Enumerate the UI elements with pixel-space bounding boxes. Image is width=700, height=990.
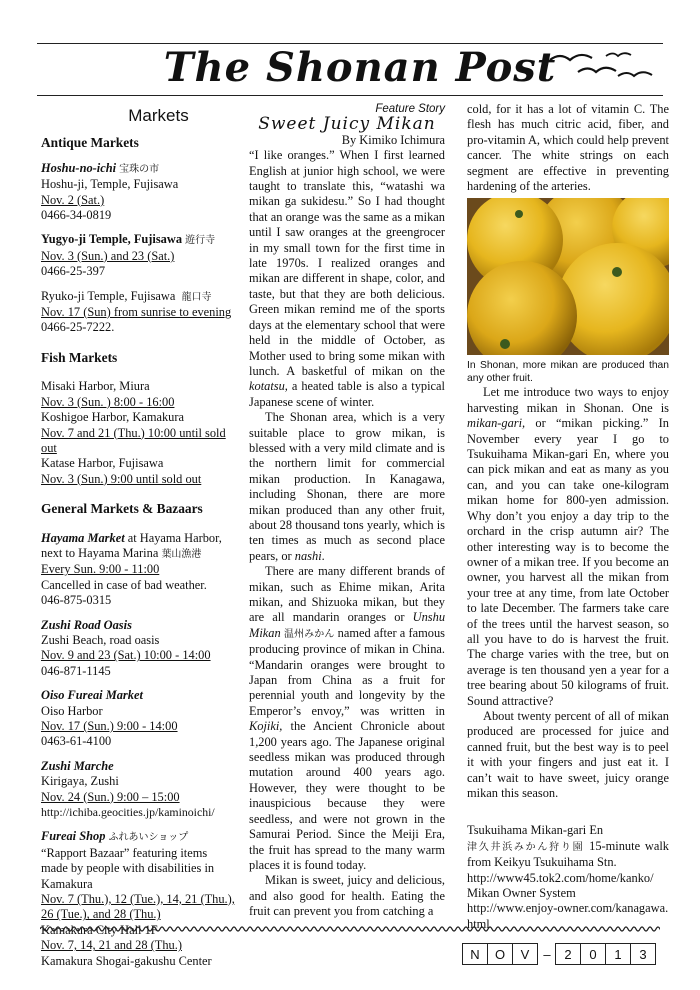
market-phone: 046-871-1145 (41, 663, 111, 678)
feature-column (249, 102, 445, 920)
market-place: Kamakura Shogai-gakushu Center (41, 953, 212, 968)
market-date: Nov. 17 (Sun) from sunrise to evening (41, 305, 232, 320)
birds-icon (548, 46, 663, 86)
market-phone: 0466-25-397 (41, 264, 106, 279)
market-entry (41, 161, 236, 224)
market-place: Koshigoe Harbor, Kamakura (41, 410, 184, 425)
market-phone: 046-875-0315 (41, 593, 112, 608)
market-date: Every Sun. 9:00 - 11:00 (41, 562, 160, 577)
feature-byline: By Kimiko Ichimura (341, 132, 445, 147)
market-place: Oiso Harbor (41, 703, 103, 718)
market-entry (41, 531, 236, 609)
general-markets-heading: General Markets & Bazaars (41, 501, 203, 517)
market-date: Nov. 2 (Sat.) (41, 192, 105, 207)
market-name: Zushi Marche (41, 758, 114, 773)
market-date: Nov. 3 (Sun. ) 8:00 - 16:00 (41, 394, 175, 409)
market-description: “Rapport Bazaar” featuring items made by people with disabilities in Kamakura (41, 845, 215, 891)
date-cell: 0 (580, 943, 606, 965)
date-cell: V (512, 943, 538, 965)
market-date: Nov. 3 (Sun.) 9:00 until sold out (41, 471, 202, 486)
feature-paragraph: Let me introduce two ways to enjoy harvesting mikan in Shonan. One is mikan-gari, or “mikan picking.” In November every year I go to Tsukuihama Mikan-gari En, where you can pick mikan and eat as many as you can, and you can take one-kilogram mikan home for 800-yen admission. Why don’t you enjoy a day trip to the orchard in the crisp autumn air? The other interesting way is to become the owner of a mikan tree. If you become an owner, you harvest all the mikan from your tree at any time, from late October to late December. The farmers take care of the trees until the harvest season, so all you have to do is harvest the fruit. The charge varies with the tree, but on average is ten thousand yen a year for a tree bearing about 50 kilograms of fruit. Sound attractive? (467, 385, 669, 708)
market-place: at Hayama Harbor, next to Hayama Marina (41, 530, 222, 560)
feature-paragraph: The Shonan area, which is a very suitable place to grow mikan, is blessed with a very mild climate and is the northern limit for commercial mikan production. In Kanagawa, including Shonan, there are more mikan produced than any other fruit, about 28 thousand tons yearly, which is ten times as much as second place pears, or nashi. (249, 410, 445, 563)
market-entry (41, 759, 236, 821)
feature-paragraph: About twenty percent of all of mikan produced are processed for juice and canned fruit, but the best way is to peel it with your fingers and just eat it. I can’t wait to have sweet, juicy orange mikan this season. (467, 708, 669, 800)
market-date: Nov. 3 (Sun.) and 23 (Sat.) (41, 248, 175, 263)
feature-paragraph: There are many different brands of mikan, such as Ehime mikan, Arita mikan, and Shizuoka mikan, but they are all mandarin oranges or Unshu Mikan 温州みかん named after a famous producing province of mikan in China. “Mandarin oranges were brought to Japan from China as a fruit for perennial youth and longevity by the Emperor’s envoy,” was written in Kojiki, the Ancient Chronicle about 1,200 years ago. The Japanese original seedless mikan was produced through mutation around 400 years ago. However, they were thought to be inauspicious because they were seedless, and were not grown in the Samurai Period. Since the Meiji Era, the fruit has spread to the many warm places it is found today. (249, 564, 446, 872)
info-owner: Mikan Owner System (467, 886, 576, 901)
fish-markets-heading: Fish Markets (41, 349, 118, 365)
market-name-jp: 葉山漁港 (161, 548, 202, 560)
feature-headline: Sweet Juicy Mikan (258, 114, 436, 135)
date-dash: – (543, 946, 551, 962)
info-block (467, 823, 669, 932)
market-entry (41, 829, 236, 969)
market-date: Nov. 7 and 21 (Thu.) 10:00 until sold out (41, 425, 226, 455)
market-entry (41, 688, 236, 750)
info-name: Tsukuihama Mikan-gari En (467, 823, 604, 838)
info-walk: 15-minute walk from Keikyu Tsukuihama Stn. (467, 838, 669, 870)
feature-paragraph: Mikan is sweet, juicy and delicious, and also good for health. Eating the fruit can prevent you from catching a (249, 873, 445, 919)
wave-divider (40, 924, 660, 934)
market-place: Misaki Harbor, Miura (41, 379, 150, 394)
market-place: Hoshu-ji, Temple, Fujisawa (41, 177, 179, 192)
date-cell: 1 (605, 943, 631, 965)
info-url[interactable]: http://www.enjoy-owner.com/kanagawa.html (467, 901, 669, 931)
market-name: Hayama Market (41, 530, 125, 545)
masthead-title: The Shonan Post (163, 44, 557, 91)
market-date: Nov. 9 and 23 (Sat.) 10:00 - 14:00 (41, 648, 211, 663)
masthead-bottom-rule (37, 95, 663, 96)
market-name: Zushi Road Oasis (41, 617, 132, 632)
market-name: Fureai Shop (41, 829, 106, 844)
market-note: Cancelled in case of bad weather. (41, 577, 207, 592)
market-date: Nov. 7 (Thu.), 12 (Tue.), 14, 21 (Thu.), 26 (Tue.), and 28 (Thu.) (41, 892, 235, 922)
market-name: Yugyo-ji Temple, Fujisawa (41, 232, 183, 247)
market-name-jp: 宝珠の市 (119, 163, 160, 175)
date-cell: 2 (555, 943, 581, 965)
feature-paragraph: “I like oranges.” When I first learned English at junior high school, we were taught to translate this, “watashi wa mikan ga sukidesu.” So I had thought that an orange was the same as a mikan until I saw oranges at the greengrocer in my small town for the first time in late 1970s. I realized oranges and mikan are different in shape, color, and taste, but that they are both delicious. Green mikan remind me of the sports days at the elementary school that were held in the middle of October, as Mother used to bring some mikan with lunch. A basketful of mikan on the kotatsu, a heated table is also a typical Japanese scene of winter. (249, 148, 445, 409)
feature-label: Feature Story (375, 103, 445, 115)
date-cell: 3 (630, 943, 656, 965)
market-place: Kirigaya, Zushi (41, 774, 119, 789)
market-date: Nov. 17 (Sun.) 9:00 - 14:00 (41, 719, 178, 733)
info-name-jp: 津久井浜みかん狩り園 (467, 841, 585, 853)
market-phone: 0466-25-7222. (41, 320, 115, 335)
market-name: Ryuko-ji Temple, Fujisawa (41, 288, 176, 303)
markets-title: Markets (128, 106, 189, 125)
market-entry (41, 618, 236, 680)
market-place: Zushi Beach, road oasis (41, 632, 160, 647)
mikan-photo (467, 198, 669, 355)
market-name-jp: 龍口寺 (181, 291, 212, 303)
market-name: Oiso Fureai Market (41, 688, 143, 703)
market-entry (41, 232, 236, 279)
market-place: Katase Harbor, Fujisawa (41, 456, 164, 471)
market-date: Nov. 7, 14, 21 and 28 (Thu.) (41, 938, 182, 953)
feature-column-continued (467, 102, 669, 932)
antique-markets-heading: Antique Markets (41, 135, 139, 151)
market-name: Hoshu-no-ichi (41, 160, 117, 175)
market-place: Kamakura City Hall 1F (41, 922, 158, 937)
market-name-jp: 遊行寺 (185, 235, 216, 247)
market-entry (41, 289, 236, 336)
date-cell: O (487, 943, 513, 965)
feature-paragraph: cold, for it has a lot of vitamin C. The flesh has much citric acid, fiber, and pro-vitamin A, which could help prevent cancer. The white strings on each segment are effective in preventing hardening of the arteries. (467, 102, 669, 194)
market-entry (41, 379, 236, 487)
market-phone: 0463-61-4100 (41, 734, 112, 749)
info-url[interactable]: http://www45.tok2.com/home/kanko/ (467, 870, 654, 885)
photo-caption: In Shonan, more mikan are produced than any other fruit. (467, 360, 669, 385)
market-name-jp: ふれあいショップ (108, 832, 189, 844)
issue-date (463, 943, 656, 965)
market-date: Nov. 24 (Sun.) 9:00 – 15:00 (41, 789, 180, 804)
markets-column (41, 102, 236, 978)
market-url[interactable]: http://ichiba.geocities.jp/kaminoichi/ (41, 805, 215, 820)
date-cell: N (462, 943, 488, 965)
market-phone: 0466-34-0819 (41, 208, 112, 223)
